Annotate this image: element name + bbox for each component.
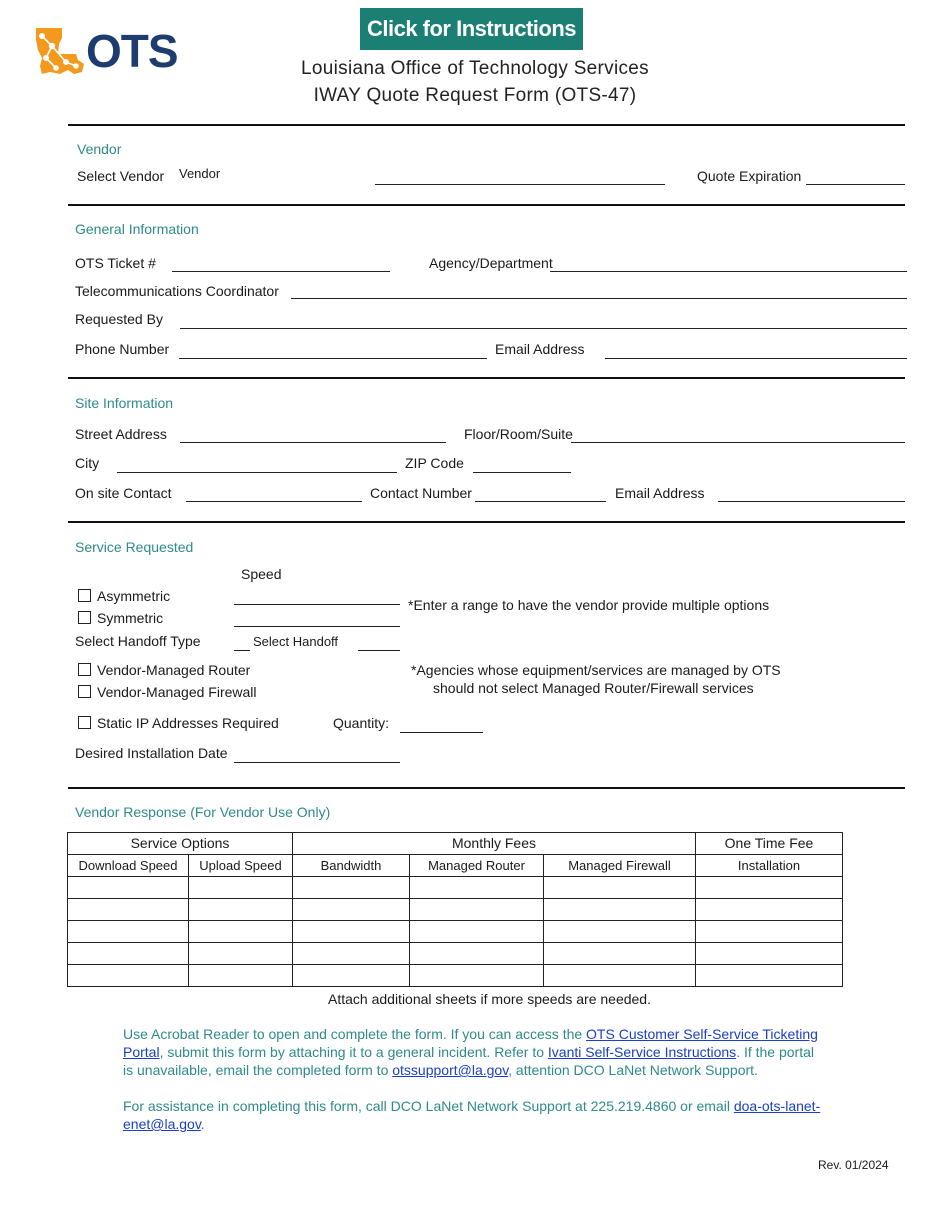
ots-ticket-field[interactable] (172, 271, 390, 272)
section-divider (68, 787, 905, 789)
symmetric-checkbox[interactable] (78, 611, 91, 624)
footer-text: , submit this form by attaching it to a general incident. Refer to (159, 1044, 548, 1060)
group-header-one-time-fee: One Time Fee (696, 833, 843, 855)
zip-field[interactable] (473, 472, 571, 473)
table-cell[interactable] (189, 921, 293, 943)
asymmetric-label: Asymmetric (97, 588, 171, 604)
table-cell[interactable] (544, 921, 696, 943)
footer-assistance (123, 1097, 823, 1133)
table-row (68, 921, 843, 943)
symmetric-label: Symmetric (97, 610, 164, 626)
table-cell[interactable] (189, 943, 293, 965)
table-cell[interactable] (293, 921, 410, 943)
email-field[interactable] (605, 358, 907, 359)
city-field[interactable] (117, 472, 397, 473)
table-row (68, 899, 843, 921)
ivanti-instructions-link[interactable]: Ivanti Self-Service Instructions (547, 1044, 737, 1060)
general-section-title: General Information (75, 221, 199, 237)
contact-number-label: Contact Number (370, 485, 472, 501)
speed-field[interactable] (234, 604, 400, 605)
revision-label: Rev. 01/2024 (818, 1158, 889, 1172)
form-title-line1: Louisiana Office of Technology Services (301, 58, 649, 79)
vendor-section-title: Vendor (77, 141, 122, 157)
phone-label: Phone Number (75, 341, 170, 357)
section-divider (68, 124, 905, 126)
select-vendor-label: Select Vendor (77, 168, 165, 184)
quantity-field[interactable] (400, 732, 483, 733)
section-divider (68, 204, 905, 206)
install-date-label: Desired Installation Date (75, 745, 228, 761)
table-cell[interactable] (293, 877, 410, 899)
handoff-select[interactable]: Select Handoff (253, 634, 339, 649)
handoff-line-right (358, 650, 400, 651)
street-field[interactable] (180, 442, 446, 443)
form-title-line2: IWAY Quote Request Form (OTS-47) (313, 85, 637, 106)
table-row (68, 877, 843, 899)
table-cell[interactable] (410, 943, 544, 965)
table-cell[interactable] (544, 877, 696, 899)
table-cell[interactable] (68, 877, 189, 899)
footer-text: . If the portal is unavailable, email the completed form to (123, 1044, 815, 1078)
table-row (68, 965, 843, 987)
footer-text: , attention DCO LaNet Network Support. (508, 1062, 758, 1078)
group-header-monthly-fees: Monthly Fees (293, 833, 696, 855)
table-cell[interactable] (696, 943, 843, 965)
table-row (68, 943, 843, 965)
table-cell[interactable] (696, 899, 843, 921)
install-date-field[interactable] (234, 762, 400, 763)
table-cell[interactable] (293, 965, 410, 987)
speed-label: Speed (241, 566, 282, 582)
static-ip-label: Static IP Addresses Required (97, 715, 279, 731)
vendor-select[interactable]: Vendor (179, 166, 221, 181)
table-cell[interactable] (68, 899, 189, 921)
table-cell[interactable] (189, 877, 293, 899)
footer-text: For assistance in completing this form, call DCO LaNet Network Support at 225.219.4860 or email (123, 1098, 734, 1114)
footer-text: Use Acrobat Reader to open and complete the form. If you can access the (123, 1026, 587, 1042)
site-email-field[interactable] (718, 501, 905, 502)
floor-field[interactable] (571, 442, 905, 443)
footer-instructions (123, 1025, 823, 1079)
ticketing-portal-link[interactable]: OTS Customer Self-Service Ticketing Portal (123, 1026, 818, 1060)
column-header-managed-firewall: Managed Firewall (544, 855, 696, 877)
table-cell[interactable] (410, 965, 544, 987)
street-label: Street Address (75, 426, 167, 442)
vendor-response-title: Vendor Response (For Vendor Use Only) (75, 804, 331, 820)
ots-ticket-label: OTS Ticket # (75, 255, 156, 271)
table-cell[interactable] (68, 943, 189, 965)
table-cell[interactable] (696, 965, 843, 987)
table-cell[interactable] (410, 921, 544, 943)
table-cell[interactable] (410, 877, 544, 899)
managed-router-checkbox[interactable] (78, 663, 91, 676)
agency-label: Agency/Department (429, 255, 553, 271)
column-header-bandwidth: Bandwidth (293, 855, 410, 877)
vendor-response-table (67, 832, 843, 987)
email-label: Email Address (495, 341, 585, 357)
zip-label: ZIP Code (405, 455, 464, 471)
table-cell[interactable] (696, 877, 843, 899)
otssupport-email-link[interactable]: otssupport@la.gov (392, 1062, 509, 1078)
requested-by-label: Requested By (75, 311, 163, 327)
onsite-contact-field[interactable] (186, 501, 362, 502)
requested-by-field[interactable] (180, 328, 907, 329)
coordinator-field[interactable] (291, 298, 907, 299)
managed-note-line1: *Agencies whose equipment/services are managed by OTS (411, 662, 781, 678)
table-cell[interactable] (293, 899, 410, 921)
quantity-label: Quantity: (333, 715, 390, 731)
table-cell[interactable] (68, 965, 189, 987)
instructions-button[interactable]: Click for Instructions (360, 8, 583, 50)
speed-field-2[interactable] (234, 626, 400, 627)
static-ip-checkbox[interactable] (78, 716, 91, 729)
handoff-label: Select Handoff Type (75, 633, 201, 649)
asymmetric-checkbox[interactable] (78, 589, 91, 602)
contact-number-field[interactable] (475, 501, 606, 502)
table-note: Attach additional sheets if more speeds are needed. (328, 991, 651, 1007)
table-cell[interactable] (410, 899, 544, 921)
table-cell[interactable] (68, 921, 189, 943)
service-section-title: Service Requested (75, 539, 194, 555)
managed-firewall-checkbox[interactable] (78, 685, 91, 698)
table-cell[interactable] (696, 921, 843, 943)
coordinator-label: Telecommunications Coordinator (75, 283, 279, 299)
city-label: City (75, 455, 100, 471)
range-note: *Enter a range to have the vendor provide multiple options (408, 597, 770, 613)
handoff-line-left (234, 650, 250, 651)
column-header-download-speed: Download Speed (68, 855, 189, 877)
table-cell[interactable] (189, 965, 293, 987)
lanet-email-link[interactable]: doa-ots-lanet-enet@la.gov (123, 1098, 821, 1132)
logo-text: OTS (86, 25, 178, 77)
table-cell[interactable] (293, 943, 410, 965)
site-section-title: Site Information (75, 395, 174, 411)
managed-firewall-label: Vendor-Managed Firewall (97, 684, 257, 700)
table-cell[interactable] (189, 899, 293, 921)
column-header-managed-router: Managed Router (410, 855, 544, 877)
quote-expiration-label: Quote Expiration (697, 168, 802, 184)
agency-field[interactable] (550, 271, 907, 272)
section-divider (68, 521, 905, 523)
table-cell[interactable] (544, 965, 696, 987)
group-header-service-options: Service Options (68, 833, 293, 855)
table-cell[interactable] (544, 943, 696, 965)
phone-field[interactable] (179, 358, 487, 359)
managed-note-line2: should not select Managed Router/Firewall services (433, 680, 754, 696)
site-email-label: Email Address (615, 485, 705, 501)
table-cell[interactable] (544, 899, 696, 921)
floor-label: Floor/Room/Suite (464, 426, 573, 442)
section-divider (68, 377, 905, 379)
footer-text: . (200, 1116, 205, 1132)
column-header-installation: Installation (696, 855, 843, 877)
managed-router-label: Vendor-Managed Router (97, 662, 251, 678)
column-header-upload-speed: Upload Speed (189, 855, 293, 877)
quote-expiration-field[interactable] (806, 184, 905, 185)
vendor-field-line[interactable] (375, 184, 665, 185)
onsite-contact-label: On site Contact (75, 485, 172, 501)
